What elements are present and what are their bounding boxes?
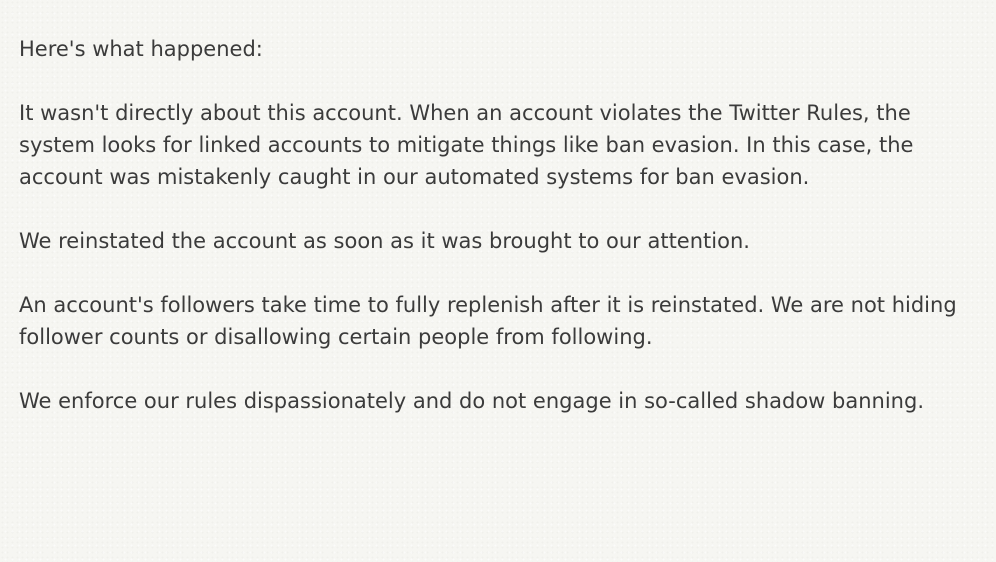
note-text-body (19, 33, 969, 417)
paragraph-shadow-banning: We enforce our rules dispassionately and do not engage in so-called shadow banning. (19, 389, 924, 413)
note-heading: Here's what happened: (19, 37, 263, 61)
paragraph-ban-evasion: It wasn't directly about this account. When an account violates the Twitter Rules, the system looks for linked accounts to mitigate things like ban evasion. In this case, the account was mistakenly caught in our automated systems for ban evasion. (19, 101, 914, 189)
paragraph-reinstated: We reinstated the account as soon as it was brought to our attention. (19, 229, 750, 253)
paragraph-followers: An account's followers take time to fully replenish after it is reinstated. We are not hiding follower counts or disallowing certain people from following. (19, 293, 957, 349)
